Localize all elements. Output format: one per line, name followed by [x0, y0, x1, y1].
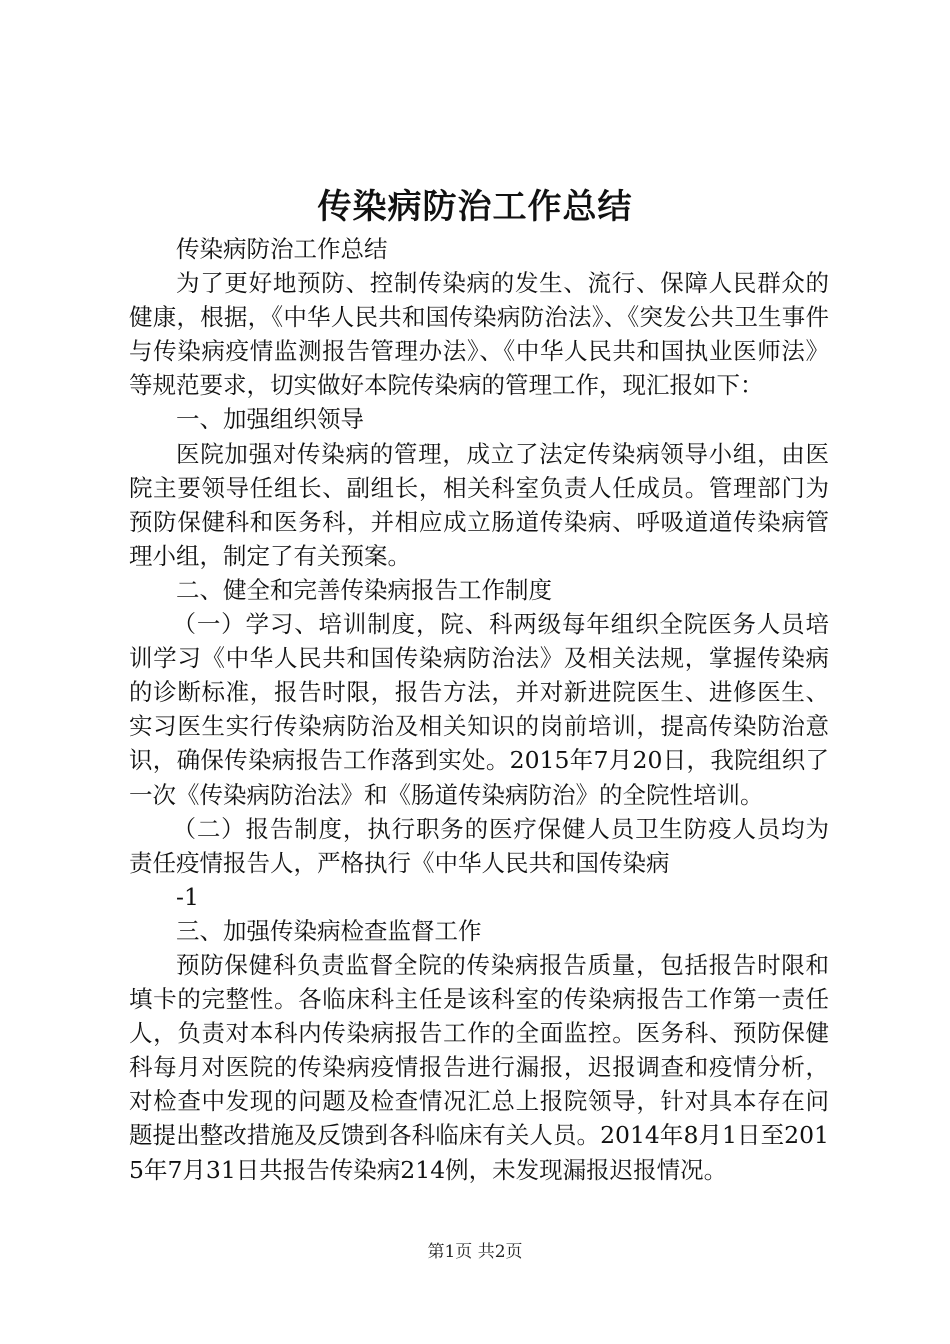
section-heading-2: 二、健全和完善传染病报告工作制度	[176, 575, 552, 604]
document-body	[129, 232, 829, 1187]
section-2-item-1: （一）学习、培训制度，院、科两级每年组织全院医务人员培训学习《中华人民共和国传染病防治法》及相关法规，掌握传染病的诊断标准，报告时限，报告方法，并对新进院医生、进修医生、实习医生实行传染病防治及相关知识的岗前培训，提高传染防治意识，确保传染病报告工作落到实处。2015年7月20日，我院组织了一次《传染病防治法》和《肠道传染病防治》的全院性培训。	[129, 610, 829, 809]
document-title: 传染病防治工作总结	[317, 187, 633, 227]
section-heading-1: 一、加强组织领导	[176, 405, 364, 434]
section-3-paragraph: 预防保健科负责监督全院的传染病报告质量，包括报告时限和填卡的完整性。各临床科主任是该科室的传染病报告工作第一责任人，负责对本科内传染病报告工作的全面监控。医务科、预防保健科每月对医院的传染病疫情报告进行漏报，迟报调查和疫情分析，对检查中发现的问题及检查情况汇总上报院领导，针对具本存在问题提出整改措施及反馈到各科临床有关人员。2014年8月1日至2015年7月31日共报告传染病214例，未发现漏报迟报情况。	[129, 950, 829, 1184]
section-2-item-2: （二）报告制度，执行职务的医疗保健人员卫生防疫人员均为责任疫情报告人，严格执行《中华人民共和国传染病	[129, 814, 829, 877]
subtitle-paragraph: 传染病防治工作总结	[176, 235, 388, 263]
section-1-paragraph: 医院加强对传染病的管理，成立了法定传染病领导小组，由医院主要领导任组长、副组长，相关科室负责人任成员。管理部门为预防保健科和医务科，并相应成立肠道传染病、呼吸道道传染病管理小组，制定了有关预案。	[129, 439, 829, 570]
section-heading-3: 三、加强传染病检查监督工作	[176, 916, 482, 945]
intro-paragraph: 为了更好地预防、控制传染病的发生、流行、保障人民群众的健康，根据，《中华人民共和国传染病防治法》、《突发公共卫生事件与传染病疫情监测报告管理办法》、《中华人民共和国执业医师法》等规范要求，切实做好本院传染病的管理工作，现汇报如下：	[129, 269, 829, 400]
page-footer: 第1页 共2页	[427, 1242, 523, 1262]
page-marker: -1	[176, 882, 199, 911]
